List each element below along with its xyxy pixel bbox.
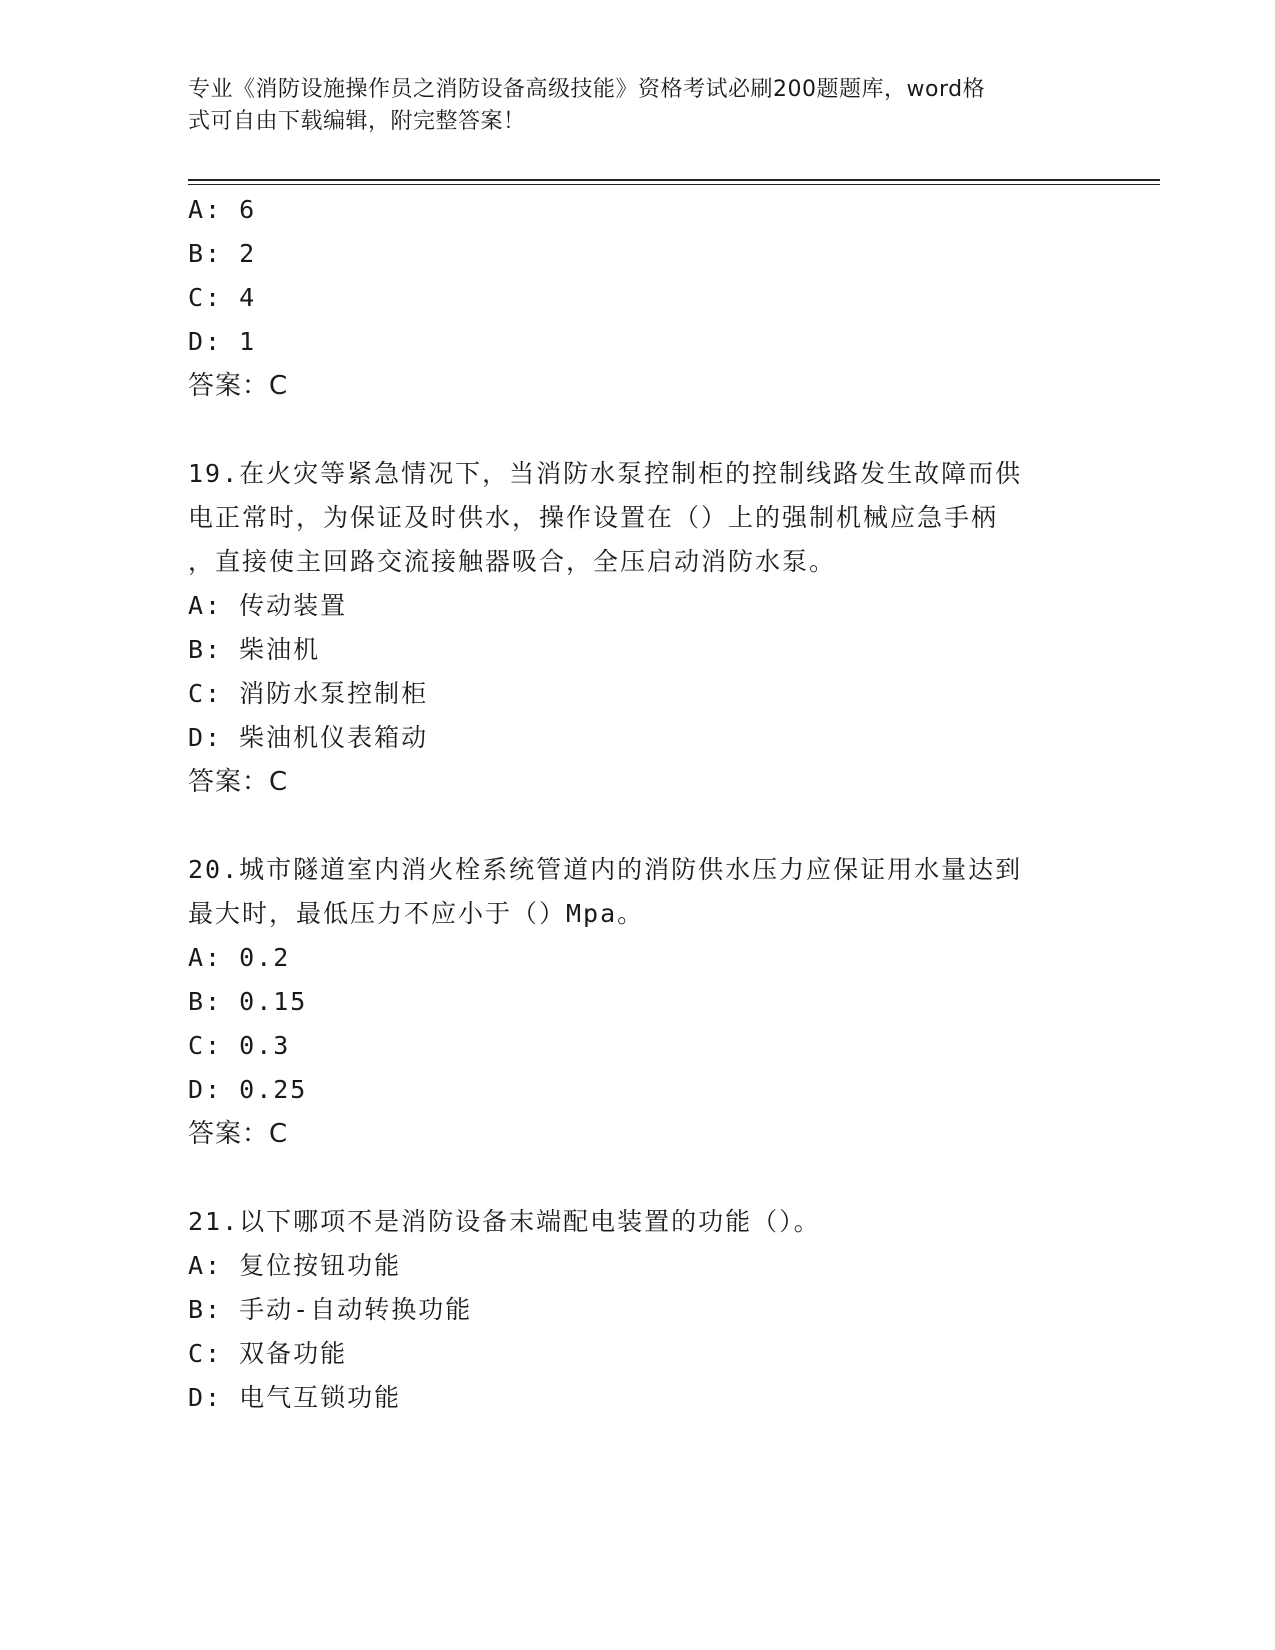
q20-option-c: C: 0.3 — [188, 1031, 291, 1060]
q21-option-a: A: 复位按钮功能 — [188, 1251, 402, 1280]
q19-option-b: B: 柴油机 — [188, 635, 321, 664]
q18-option-a: A: 6 — [188, 195, 257, 224]
q21-option-d: D: 电气互锁功能 — [188, 1383, 402, 1412]
q18-option-c: C: 4 — [188, 283, 257, 312]
q19-option-d: D: 柴油机仪表箱动 — [188, 723, 429, 752]
q20-stem-line-1: 20.城市隧道室内消火栓系统管道内的消防供水压力应保证用水量达到 — [188, 855, 1023, 884]
q18-option-d: D: 1 — [188, 327, 257, 356]
q20-answer: 答案：C — [188, 1119, 289, 1149]
q19-stem-line-1: 19.在火灾等紧急情况下，当消防水泵控制柜的控制线路发生故障而供 — [188, 459, 1023, 488]
header-line-2: 式可自由下载编辑，附完整答案！ — [188, 109, 526, 134]
q19-stem-line-2: 电正常时，为保证及时供水，操作设置在（）上的强制机械应急手柄 — [188, 503, 999, 532]
q18-answer: 答案：C — [188, 371, 289, 401]
q19-answer: 答案：C — [188, 767, 289, 797]
q21-option-b: B: 手动-自动转换功能 — [188, 1295, 473, 1324]
q20-option-d: D: 0.25 — [188, 1075, 308, 1104]
q19-option-a: A: 传动装置 — [188, 591, 348, 620]
q21-option-c: C: 双备功能 — [188, 1339, 348, 1368]
q21-stem-line-1: 21.以下哪项不是消防设备末端配电装置的功能（）。 — [188, 1207, 821, 1236]
q20-option-a: A: 0.2 — [188, 943, 291, 972]
document-header — [188, 74, 1068, 138]
q20-stem-line-2: 最大时，最低压力不应小于（）Mpa。 — [188, 899, 645, 928]
q19-stem-line-3: ，直接使主回路交流接触器吸合，全压启动消防水泵。 — [188, 547, 837, 576]
header-divider-thick — [188, 179, 1160, 181]
q18-option-b: B: 2 — [188, 239, 257, 268]
header-line-1: 专业《消防设施操作员之消防设备高级技能》资格考试必刷200题题库，word格 — [188, 77, 986, 102]
q19-option-c: C: 消防水泵控制柜 — [188, 679, 429, 708]
q20-option-b: B: 0.15 — [188, 987, 308, 1016]
header-divider-thin — [188, 184, 1160, 185]
